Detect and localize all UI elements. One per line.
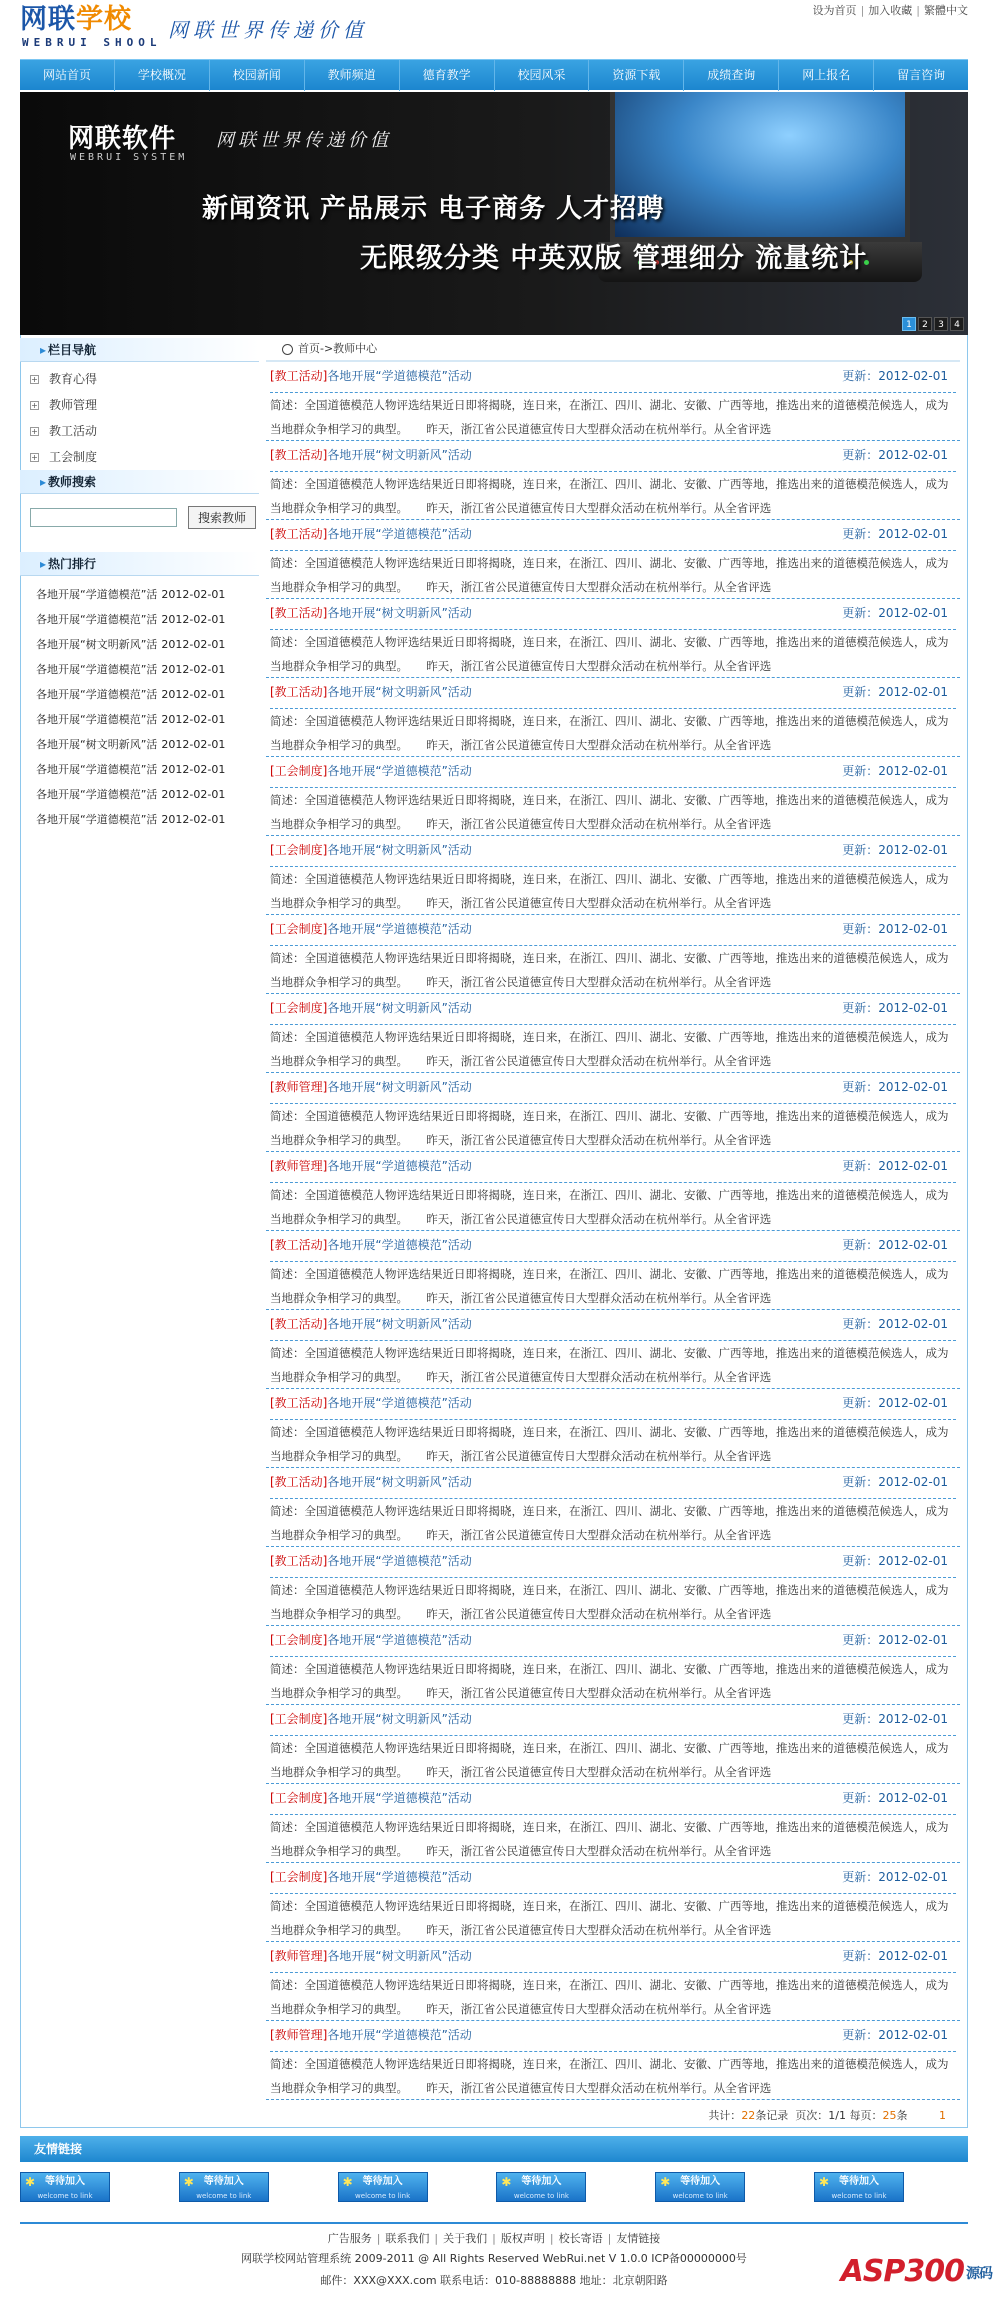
article-date: 更新：2012-02-01 xyxy=(842,1159,948,1173)
article-summary: 简述：全国道德模范人物评选结果近日即将揭晓，连日来，在浙江、四川、湖北、安徽、广西等地，推选出来的道德模范候选人，成为当地群众争相学习的典型。 昨天，浙江省公民道德宣传日大型群众活动在杭州举行。从全省评选 xyxy=(270,1972,956,2020)
circle-icon xyxy=(282,344,293,355)
article-date: 更新：2012-02-01 xyxy=(842,843,948,857)
article-title-text[interactable]: 各地开展“学道德模范”活动 xyxy=(327,1396,472,1410)
article-title[interactable] xyxy=(270,682,472,702)
friend-link-logo[interactable]: ✱ 等待加入 welcome to link xyxy=(20,2172,110,2202)
article-date: 更新：2012-02-01 xyxy=(842,1949,948,1963)
article-item xyxy=(266,836,960,915)
article-title[interactable] xyxy=(270,603,472,623)
article-date: 更新：2012-02-01 xyxy=(842,764,948,778)
article-item xyxy=(266,757,960,836)
article-item xyxy=(266,1942,960,2021)
article-title-text[interactable]: 各地开展“学道德模范”活动 xyxy=(327,922,472,936)
add-favorite-link[interactable]: 加入收藏 xyxy=(868,4,913,17)
pagination: 共计：22条记录 页次：1/1 每页：25条 1 xyxy=(708,2109,946,2122)
article-item xyxy=(266,362,960,441)
article-category[interactable]: [教工活动] xyxy=(270,448,328,462)
nav-item-campus[interactable]: 校园风采 xyxy=(495,60,590,91)
article-title-text[interactable]: 各地开展“学道德模范”活动 xyxy=(327,369,472,383)
article-item xyxy=(266,1784,960,1863)
article-summary: 简述：全国道德模范人物评选结果近日即将揭晓，连日来，在浙江、四川、湖北、安徽、广西等地，推选出来的道德模范候选人，成为当地群众争相学习的典型。 昨天，浙江省公民道德宣传日大型群众活动在杭州举行。从全省评选 xyxy=(270,2051,956,2099)
article-item xyxy=(266,1468,960,1547)
star-icon: ✱ xyxy=(25,2175,36,2189)
article-title[interactable] xyxy=(270,524,472,544)
hot-item[interactable]: 各地开展“学道德模范”活 2012-02-01 xyxy=(36,788,226,801)
hot-item[interactable]: 各地开展“学道德模范”活 2012-02-01 xyxy=(36,763,226,776)
hot-item[interactable]: 各地开展“学道德模范”活 2012-02-01 xyxy=(36,713,226,726)
friend-link-logo[interactable]: ✱ 等待加入 welcome to link xyxy=(496,2172,586,2202)
article-category[interactable]: [教工活动] xyxy=(270,685,328,699)
article-date: 更新：2012-02-01 xyxy=(842,1238,948,1252)
article-summary: 简述：全国道德模范人物评选结果近日即将揭晓，连日来，在浙江、四川、湖北、安徽、广西等地，推选出来的道德模范候选人，成为当地群众争相学习的典型。 昨天，浙江省公民道德宣传日大型群众活动在杭州举行。从全省评选 xyxy=(270,1261,956,1309)
article-title-text[interactable]: 各地开展“学道德模范”活动 xyxy=(327,1791,472,1805)
article-summary: 简述：全国道德模范人物评选结果近日即将揭晓，连日来，在浙江、四川、湖北、安徽、广西等地，推选出来的道德模范候选人，成为当地群众争相学习的典型。 昨天，浙江省公民道德宣传日大型群众活动在杭州举行。从全省评选 xyxy=(270,708,956,756)
article-summary: 简述：全国道德模范人物评选结果近日即将揭晓，连日来，在浙江、四川、湖北、安徽、广西等地，推选出来的道德模范候选人，成为当地群众争相学习的典型。 昨天，浙江省公民道德宣传日大型群众活动在杭州举行。从全省评选 xyxy=(270,1340,956,1388)
star-icon: ✱ xyxy=(818,2175,830,2189)
footer-link-about[interactable]: 关于我们 xyxy=(443,2232,488,2245)
article-category[interactable]: [教工活动] xyxy=(270,1475,328,1489)
article-item xyxy=(266,2021,960,2100)
article-category[interactable]: [教工活动] xyxy=(270,369,328,383)
article-item xyxy=(266,520,960,599)
sidebar-nav-title: ▸ 栏目导航 xyxy=(20,338,259,362)
banner-page-2[interactable]: 2 xyxy=(918,317,932,331)
logo-english: WEBRUI SHOOL xyxy=(22,36,162,49)
article-item xyxy=(266,1547,960,1626)
article-title[interactable] xyxy=(270,2025,472,2045)
banner[interactable] xyxy=(20,92,968,335)
banner-pager xyxy=(902,317,964,331)
footer-links: 广告服务 | 联系我们 | 关于我们 | 版权声明 | 校长寄语 | 友情链接 xyxy=(327,2232,661,2245)
hot-item[interactable]: 各地开展“学道德模范”活 2012-02-01 xyxy=(36,613,226,626)
article-title[interactable] xyxy=(270,1235,472,1255)
sidebar-search-title: ▸ 教师搜索 xyxy=(20,470,259,494)
search-button[interactable]: 搜索教师 xyxy=(188,506,256,529)
article-item xyxy=(266,994,960,1073)
article-item xyxy=(266,1073,960,1152)
plus-icon: + xyxy=(31,427,38,436)
article-category[interactable]: [教师管理] xyxy=(270,1080,328,1094)
logo-text: 网联学校 xyxy=(20,4,132,35)
article-title-text[interactable]: 各地开展“树文明新风”活动 xyxy=(327,448,472,462)
article-title[interactable] xyxy=(270,445,472,465)
article-title-text[interactable]: 各地开展“树文明新风”活动 xyxy=(327,843,472,857)
article-title[interactable] xyxy=(270,1630,472,1650)
footer-link-contact[interactable]: 联系我们 xyxy=(385,2232,430,2245)
article-title[interactable] xyxy=(270,1314,472,1334)
article-item xyxy=(266,1863,960,1942)
article-title-text[interactable]: 各地开展“学道德模范”活动 xyxy=(327,764,472,778)
article-title[interactable] xyxy=(270,366,472,386)
article-item xyxy=(266,1626,960,1705)
article-date: 更新：2012-02-01 xyxy=(842,1080,948,1094)
set-homepage-link[interactable]: 设为首页 xyxy=(812,4,857,17)
top-links: 设为首页 | 加入收藏 | 繁體中文 xyxy=(812,4,968,17)
article-date: 更新：2012-02-01 xyxy=(842,2028,948,2042)
traditional-chinese-link[interactable]: 繁體中文 xyxy=(924,4,968,17)
article-category[interactable]: [教工活动] xyxy=(270,1317,328,1331)
article-category[interactable]: [工会制度] xyxy=(270,1791,328,1805)
footer-link-principal[interactable]: 校长寄语 xyxy=(558,2232,603,2245)
hot-list xyxy=(20,576,259,832)
article-date: 更新：2012-02-01 xyxy=(842,1791,948,1805)
friend-links-logos xyxy=(20,2162,904,2202)
article-title[interactable] xyxy=(270,1472,472,1492)
article-date: 更新：2012-02-01 xyxy=(842,1475,948,1489)
article-list xyxy=(266,362,960,2100)
article-summary: 简述：全国道德模范人物评选结果近日即将揭晓，连日来，在浙江、四川、湖北、安徽、广西等地，推选出来的道德模范候选人，成为当地群众争相学习的典型。 昨天，浙江省公民道德宣传日大型群众活动在杭州举行。从全省评选 xyxy=(270,550,956,598)
article-date: 更新：2012-02-01 xyxy=(842,685,948,699)
article-title-text[interactable]: 各地开展“树文明新风”活动 xyxy=(327,1001,472,1015)
article-category[interactable]: [工会制度] xyxy=(270,764,328,778)
nav-item-downloads[interactable]: 资源下载 xyxy=(589,60,684,91)
article-summary: 简述：全国道德模范人物评选结果近日即将揭晓，连日来，在浙江、四川、湖北、安徽、广西等地，推选出来的道德模范候选人，成为当地群众争相学习的典型。 昨天，浙江省公民道德宣传日大型群众活动在杭州举行。从全省评选 xyxy=(270,1103,956,1151)
page-link[interactable]: 1 xyxy=(939,2109,946,2122)
friend-links-title: 友情链接 xyxy=(20,2136,968,2162)
article-title-text[interactable]: 各地开展“树文明新风”活动 xyxy=(327,1712,472,1726)
plus-icon: + xyxy=(31,401,38,410)
article-item xyxy=(266,1389,960,1468)
article-summary: 简述：全国道德模范人物评选结果近日即将揭晓，连日来，在浙江、四川、湖北、安徽、广西等地，推选出来的道德模范候选人，成为当地群众争相学习的典型。 昨天，浙江省公民道德宣传日大型群众活动在杭州举行。从全省评选 xyxy=(270,787,956,835)
banner-headline-1: 新闻资讯 产品展示 电子商务 人才招聘 xyxy=(202,194,665,224)
footer-link-copyright[interactable]: 版权声明 xyxy=(500,2232,545,2245)
main-nav xyxy=(20,59,968,90)
article-category[interactable]: [教师管理] xyxy=(270,1949,328,1963)
article-item xyxy=(266,915,960,994)
article-item xyxy=(266,1705,960,1784)
article-category[interactable]: [工会制度] xyxy=(270,1001,328,1015)
article-title[interactable] xyxy=(270,1788,472,1808)
article-title-text[interactable]: 各地开展“学道德模范”活动 xyxy=(327,2028,472,2042)
article-title[interactable] xyxy=(270,761,472,781)
hot-item[interactable]: 各地开展“学道德模范”活 2012-02-01 xyxy=(36,663,226,676)
article-summary: 简述：全国道德模范人物评选结果近日即将揭晓，连日来，在浙江、四川、湖北、安徽、广西等地，推选出来的道德模范候选人，成为当地群众争相学习的典型。 昨天，浙江省公民道德宣传日大型群众活动在杭州举行。从全省评选 xyxy=(270,1419,956,1467)
article-summary: 简述：全国道德模范人物评选结果近日即将揭晓，连日来，在浙江、四川、湖北、安徽、广西等地，推选出来的道德模范候选人，成为当地群众争相学习的典型。 昨天，浙江省公民道德宣传日大型群众活动在杭州举行。从全省评选 xyxy=(270,1498,956,1546)
article-title-text[interactable]: 各地开展“学道德模范”活动 xyxy=(327,1870,472,1884)
article-title-text[interactable]: 各地开展“学道德模范”活动 xyxy=(327,527,472,541)
article-summary: 简述：全国道德模范人物评选结果近日即将揭晓，连日来，在浙江、四川、湖北、安徽、广西等地，推选出来的道德模范候选人，成为当地群众争相学习的典型。 昨天，浙江省公民道德宣传日大型群众活动在杭州举行。从全省评选 xyxy=(270,1893,956,1941)
article-title[interactable] xyxy=(270,1393,472,1413)
nav-item-guestbook[interactable]: 留言咨询 xyxy=(897,68,946,82)
article-date: 更新：2012-02-01 xyxy=(842,1001,948,1015)
banner-page-1[interactable]: 1 xyxy=(902,317,916,331)
nav-item-signup[interactable]: 网上报名 xyxy=(779,60,874,91)
article-category[interactable]: [教工活动] xyxy=(270,606,328,620)
friend-link-logo[interactable]: ✱ 等待加入 welcome to link xyxy=(338,2172,428,2202)
nav-item-news[interactable]: 校园新闻 xyxy=(210,60,305,91)
star-icon: ✱ xyxy=(183,2175,194,2189)
article-summary: 简述：全国道德模范人物评选结果近日即将揭晓，连日来，在浙江、四川、湖北、安徽、广西等地，推选出来的道德模范候选人，成为当地群众争相学习的典型。 昨天，浙江省公民道德宣传日大型群众活动在杭州举行。从全省评选 xyxy=(270,945,956,993)
star-icon: ✱ xyxy=(501,2175,512,2189)
article-title-text[interactable]: 各地开展“树文明新风”活动 xyxy=(327,1475,472,1489)
category-item[interactable]: + 教育心得 xyxy=(31,372,98,386)
article-title[interactable] xyxy=(270,1551,472,1571)
footer-link-ads[interactable]: 广告服务 xyxy=(327,2232,372,2245)
category-item[interactable]: + 工会制度 xyxy=(31,450,98,464)
friend-link-logo[interactable]: ✱ 等待加入 welcome to link xyxy=(814,2172,904,2202)
article-date: 更新：2012-02-01 xyxy=(842,527,948,541)
article-summary: 简述：全国道德模范人物评选结果近日即将揭晓，连日来，在浙江、四川、湖北、安徽、广西等地，推选出来的道德模范候选人，成为当地群众争相学习的典型。 昨天，浙江省公民道德宣传日大型群众活动在杭州举行。从全省评选 xyxy=(270,1024,956,1072)
logo-slogan: 网联世界传递价值 xyxy=(168,18,368,42)
article-category[interactable]: [工会制度] xyxy=(270,1870,328,1884)
article-date: 更新：2012-02-01 xyxy=(842,922,948,936)
main-content xyxy=(266,338,960,2132)
article-category[interactable]: [工会制度] xyxy=(270,922,328,936)
article-summary: 简述：全国道德模范人物评选结果近日即将揭晓，连日来，在浙江、四川、湖北、安徽、广西等地，推选出来的道德模范候选人，成为当地群众争相学习的典型。 昨天，浙江省公民道德宣传日大型群众活动在杭州举行。从全省评选 xyxy=(270,471,956,519)
friend-link-logo[interactable]: ✱ 等待加入 welcome to link xyxy=(655,2172,745,2202)
hot-item[interactable]: 各地开展“树文明新风”活 2012-02-01 xyxy=(36,738,226,751)
article-title-text[interactable]: 各地开展“学道德模范”活动 xyxy=(327,1159,472,1173)
article-item xyxy=(266,599,960,678)
hot-item[interactable]: 各地开展“学道德模范”活 2012-02-01 xyxy=(36,688,226,701)
hot-item[interactable]: 各地开展“学道德模范”活 2012-02-01 xyxy=(36,813,226,826)
article-title[interactable] xyxy=(270,840,472,860)
article-category[interactable]: [工会制度] xyxy=(270,843,328,857)
article-summary: 简述：全国道德模范人物评选结果近日即将揭晓，连日来，在浙江、四川、湖北、安徽、广西等地，推选出来的道德模范候选人，成为当地群众争相学习的典型。 昨天，浙江省公民道德宣传日大型群众活动在杭州举行。从全省评选 xyxy=(270,1735,956,1783)
hot-item[interactable]: 各地开展“学道德模范”活 2012-02-01 xyxy=(36,588,226,601)
site-header xyxy=(0,0,994,56)
article-title-text[interactable]: 各地开展“树文明新风”活动 xyxy=(327,1317,472,1331)
article-title-text[interactable]: 各地开展“树文明新风”活动 xyxy=(327,1080,472,1094)
article-item xyxy=(266,441,960,520)
article-title[interactable] xyxy=(270,1867,472,1887)
article-title[interactable] xyxy=(270,998,472,1018)
article-title-text[interactable]: 各地开展“学道德模范”活动 xyxy=(327,1633,472,1647)
plus-icon: + xyxy=(31,375,38,384)
banner-slogan: 网联世界传递价值 xyxy=(216,130,392,151)
footer-copyright: 网联学校网站管理系统 2009-2011 @ All Rights Reserved WebRui.net V 1.0.0 ICP备00000000号 xyxy=(241,2252,747,2265)
article-date: 更新：2012-02-01 xyxy=(842,1712,948,1726)
article-title[interactable] xyxy=(270,1946,472,1966)
article-title-text[interactable]: 各地开展“树文明新风”活动 xyxy=(327,606,472,620)
site-logo[interactable] xyxy=(20,4,380,52)
plus-icon: + xyxy=(31,453,38,462)
article-title[interactable] xyxy=(270,1077,472,1097)
article-title[interactable] xyxy=(270,1709,472,1729)
article-date: 更新：2012-02-01 xyxy=(842,1554,948,1568)
article-date: 更新：2012-02-01 xyxy=(842,1633,948,1647)
search-input[interactable] xyxy=(30,508,177,527)
watermark-logo: ASP300 源码 xyxy=(840,2254,992,2289)
article-summary: 简述：全国道德模范人物评选结果近日即将揭晓，连日来，在浙江、四川、湖北、安徽、广西等地，推选出来的道德模范候选人，成为当地群众争相学习的典型。 昨天，浙江省公民道德宣传日大型群众活动在杭州举行。从全省评选 xyxy=(270,1577,956,1625)
banner-headline-2: 无限级分类 中英双版 管理细分 流量统计 xyxy=(360,243,868,274)
article-summary: 简述：全国道德模范人物评选结果近日即将揭晓，连日来，在浙江、四川、湖北、安徽、广西等地，推选出来的道德模范候选人，成为当地群众争相学习的典型。 昨天，浙江省公民道德宣传日大型群众活动在杭州举行。从全省评选 xyxy=(270,1814,956,1862)
article-category[interactable]: [教师管理] xyxy=(270,2028,328,2042)
article-date: 更新：2012-02-01 xyxy=(842,606,948,620)
star-icon: ✱ xyxy=(342,2175,353,2189)
article-category[interactable]: [教师管理] xyxy=(270,1159,328,1173)
nav-item-grades[interactable]: 成绩查询 xyxy=(684,60,779,91)
article-title-text[interactable]: 各地开展“树文明新风”活动 xyxy=(327,1949,472,1963)
category-item[interactable]: + 教工活动 xyxy=(31,424,98,438)
article-category[interactable]: [工会制度] xyxy=(270,1712,328,1726)
article-title-text[interactable]: 各地开展“学道德模范”活动 xyxy=(327,1554,472,1568)
article-summary: 简述：全国道德模范人物评选结果近日即将揭晓，连日来，在浙江、四川、湖北、安徽、广西等地，推选出来的道德模范候选人，成为当地群众争相学习的典型。 昨天，浙江省公民道德宣传日大型群众活动在杭州举行。从全省评选 xyxy=(270,629,956,677)
article-item xyxy=(266,678,960,757)
article-item xyxy=(266,1231,960,1310)
article-date: 更新：2012-02-01 xyxy=(842,369,948,383)
nav-item-overview[interactable]: 学校概况 xyxy=(115,60,210,91)
banner-logo-english: WEBRUI SYSTEM xyxy=(70,152,188,163)
nav-item-teachers[interactable]: 教师频道 xyxy=(305,60,400,91)
article-summary: 简述：全国道德模范人物评选结果近日即将揭晓，连日来，在浙江、四川、湖北、安徽、广西等地，推选出来的道德模范候选人，成为当地群众争相学习的典型。 昨天，浙江省公民道德宣传日大型群众活动在杭州举行。从全省评选 xyxy=(270,866,956,914)
article-title-text[interactable]: 各地开展“树文明新风”活动 xyxy=(327,685,472,699)
article-category[interactable]: [教工活动] xyxy=(270,527,328,541)
article-summary: 简述：全国道德模范人物评选结果近日即将揭晓，连日来，在浙江、四川、湖北、安徽、广西等地，推选出来的道德模范候选人，成为当地群众争相学习的典型。 昨天，浙江省公民道德宣传日大型群众活动在杭州举行。从全省评选 xyxy=(270,1182,956,1230)
article-summary: 简述：全国道德模范人物评选结果近日即将揭晓，连日来，在浙江、四川、湖北、安徽、广西等地，推选出来的道德模范候选人，成为当地群众争相学习的典型。 昨天，浙江省公民道德宣传日大型群众活动在杭州举行。从全省评选 xyxy=(270,392,956,440)
article-category[interactable]: [教工活动] xyxy=(270,1396,328,1410)
banner-page-4[interactable]: 4 xyxy=(950,317,964,331)
banner-logo: 网联软件 xyxy=(68,124,177,154)
friend-link-logo[interactable]: ✱ 等待加入 welcome to link xyxy=(179,2172,269,2202)
article-summary: 简述：全国道德模范人物评选结果近日即将揭晓，连日来，在浙江、四川、湖北、安徽、广西等地，推选出来的道德模范候选人，成为当地群众争相学习的典型。 昨天，浙江省公民道德宣传日大型群众活动在杭州举行。从全省评选 xyxy=(270,1656,956,1704)
sidebar xyxy=(20,338,259,2128)
sidebar-hot-title: ▸ 热门排行 xyxy=(20,552,259,576)
banner-page-3[interactable]: 3 xyxy=(934,317,948,331)
category-list xyxy=(20,362,259,470)
article-category[interactable]: [教工活动] xyxy=(270,1554,328,1568)
nav-item-home[interactable]: 网站首页 xyxy=(20,60,115,91)
article-title-text[interactable]: 各地开展“学道德模范”活动 xyxy=(327,1238,472,1252)
article-date: 更新：2012-02-01 xyxy=(842,1317,948,1331)
star-icon: ✱ xyxy=(660,2175,671,2189)
site-footer xyxy=(20,2222,968,2298)
breadcrumb: 首页->教师中心 xyxy=(266,338,960,362)
category-item[interactable]: + 教师管理 xyxy=(31,398,98,412)
article-date: 更新：2012-02-01 xyxy=(842,448,948,462)
footer-link-friends[interactable]: 友情链接 xyxy=(616,2232,661,2245)
article-title[interactable] xyxy=(270,1156,472,1176)
article-date: 更新：2012-02-01 xyxy=(842,1870,948,1884)
article-category[interactable]: [教工活动] xyxy=(270,1238,328,1252)
article-title[interactable] xyxy=(270,919,472,939)
nav-item-moral[interactable]: 德育教学 xyxy=(400,60,495,91)
hot-item[interactable]: 各地开展“树文明新风”活 2012-02-01 xyxy=(36,638,226,651)
article-date: 更新：2012-02-01 xyxy=(842,1396,948,1410)
friend-links xyxy=(20,2136,968,2214)
article-item xyxy=(266,1310,960,1389)
teacher-search xyxy=(20,494,259,552)
article-category[interactable]: [工会制度] xyxy=(270,1633,328,1647)
article-item xyxy=(266,1152,960,1231)
footer-contact: 邮件：XXX@XXX.com 联系电话：010-88888888 地址：北京朝阳路 xyxy=(320,2274,668,2287)
